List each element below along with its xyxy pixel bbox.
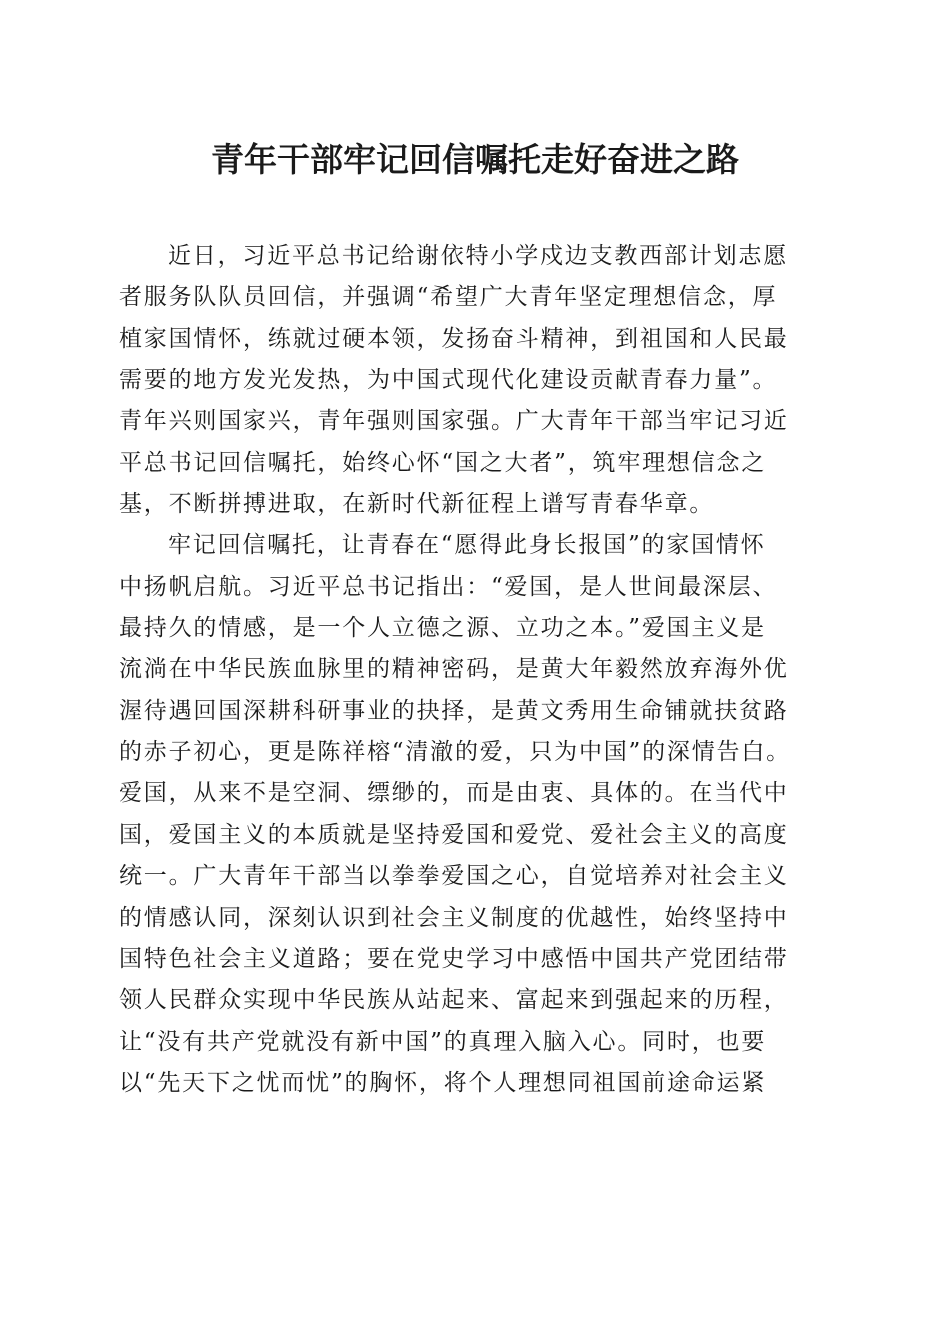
body-text-line: 的赤子初心，更是陈祥榕“清澈的爱，只为中国”的深情告白。	[119, 739, 791, 766]
document-title: 青年干部牢记回信嘱托走好奋进之路	[211, 140, 739, 179]
body-text-line: 流淌在中华民族血脉里的精神密码，是黄大年毅然放弃海外优	[119, 656, 789, 683]
body-text-line: 的情感认同，深刻认识到社会主义制度的优越性，始终坚持中	[119, 904, 789, 931]
body-text-line: 领人民群众实现中华民族从站起来、富起来到强起来的历程，	[119, 987, 789, 1014]
body-text-line: 基，不断拼搏进取，在新时代新征程上谱写青春华章。	[119, 491, 715, 518]
body-text-line: 最持久的情感，是一个人立德之源、立功之本。”爱国主义是	[119, 615, 766, 642]
document-body	[119, 236, 819, 1104]
body-text-line: 国，爱国主义的本质就是坚持爱国和爱党、爱社会主义的高度	[119, 821, 789, 848]
body-text-line: 中扬帆启航。习近平总书记指出：“爱国，是人世间最深层、	[119, 573, 778, 600]
body-text-line: 平总书记回信嘱托，始终心怀“国之大者”，筑牢理想信念之	[119, 449, 767, 476]
body-text-line: 让“没有共产党就没有新中国”的真理入脑入心。同时，也要	[119, 1028, 767, 1055]
body-text-line: 爱国，从来不是空洞、缥缈的，而是由衷、具体的。在当代中	[119, 780, 789, 807]
body-text-line: 渥待遇回国深耕科研事业的抉择，是黄文秀用生命铺就扶贫路	[119, 697, 789, 724]
body-text-line: 国特色社会主义道路；要在党史学习中感悟中国共产党团结带	[119, 945, 789, 972]
body-text-line: 以“先天下之忧而忧”的胸怀，将个人理想同祖国前途命运紧	[119, 1069, 767, 1096]
body-text-line: 者服务队队员回信，并强调“希望广大青年坚定理想信念，厚	[119, 284, 778, 311]
body-text-line: 近日，习近平总书记给谢依特小学戍边支教西部计划志愿	[168, 243, 788, 269]
body-text-line: 牢记回信嘱托，让青春在“愿得此身长报国”的家国情怀	[168, 532, 766, 559]
body-text-line: 植家国情怀，练就过硬本领，发扬奋斗精神，到祖国和人民最	[119, 325, 789, 352]
body-text-line: 需要的地方发光发热，为中国式现代化建设贡献青春力量”。	[119, 367, 778, 394]
body-text-line: 青年兴则国家兴，青年强则国家强。广大青年干部当牢记习近	[119, 408, 789, 435]
body-text-line: 统一。广大青年干部当以拳拳爱国之心，自觉培养对社会主义	[119, 863, 789, 890]
